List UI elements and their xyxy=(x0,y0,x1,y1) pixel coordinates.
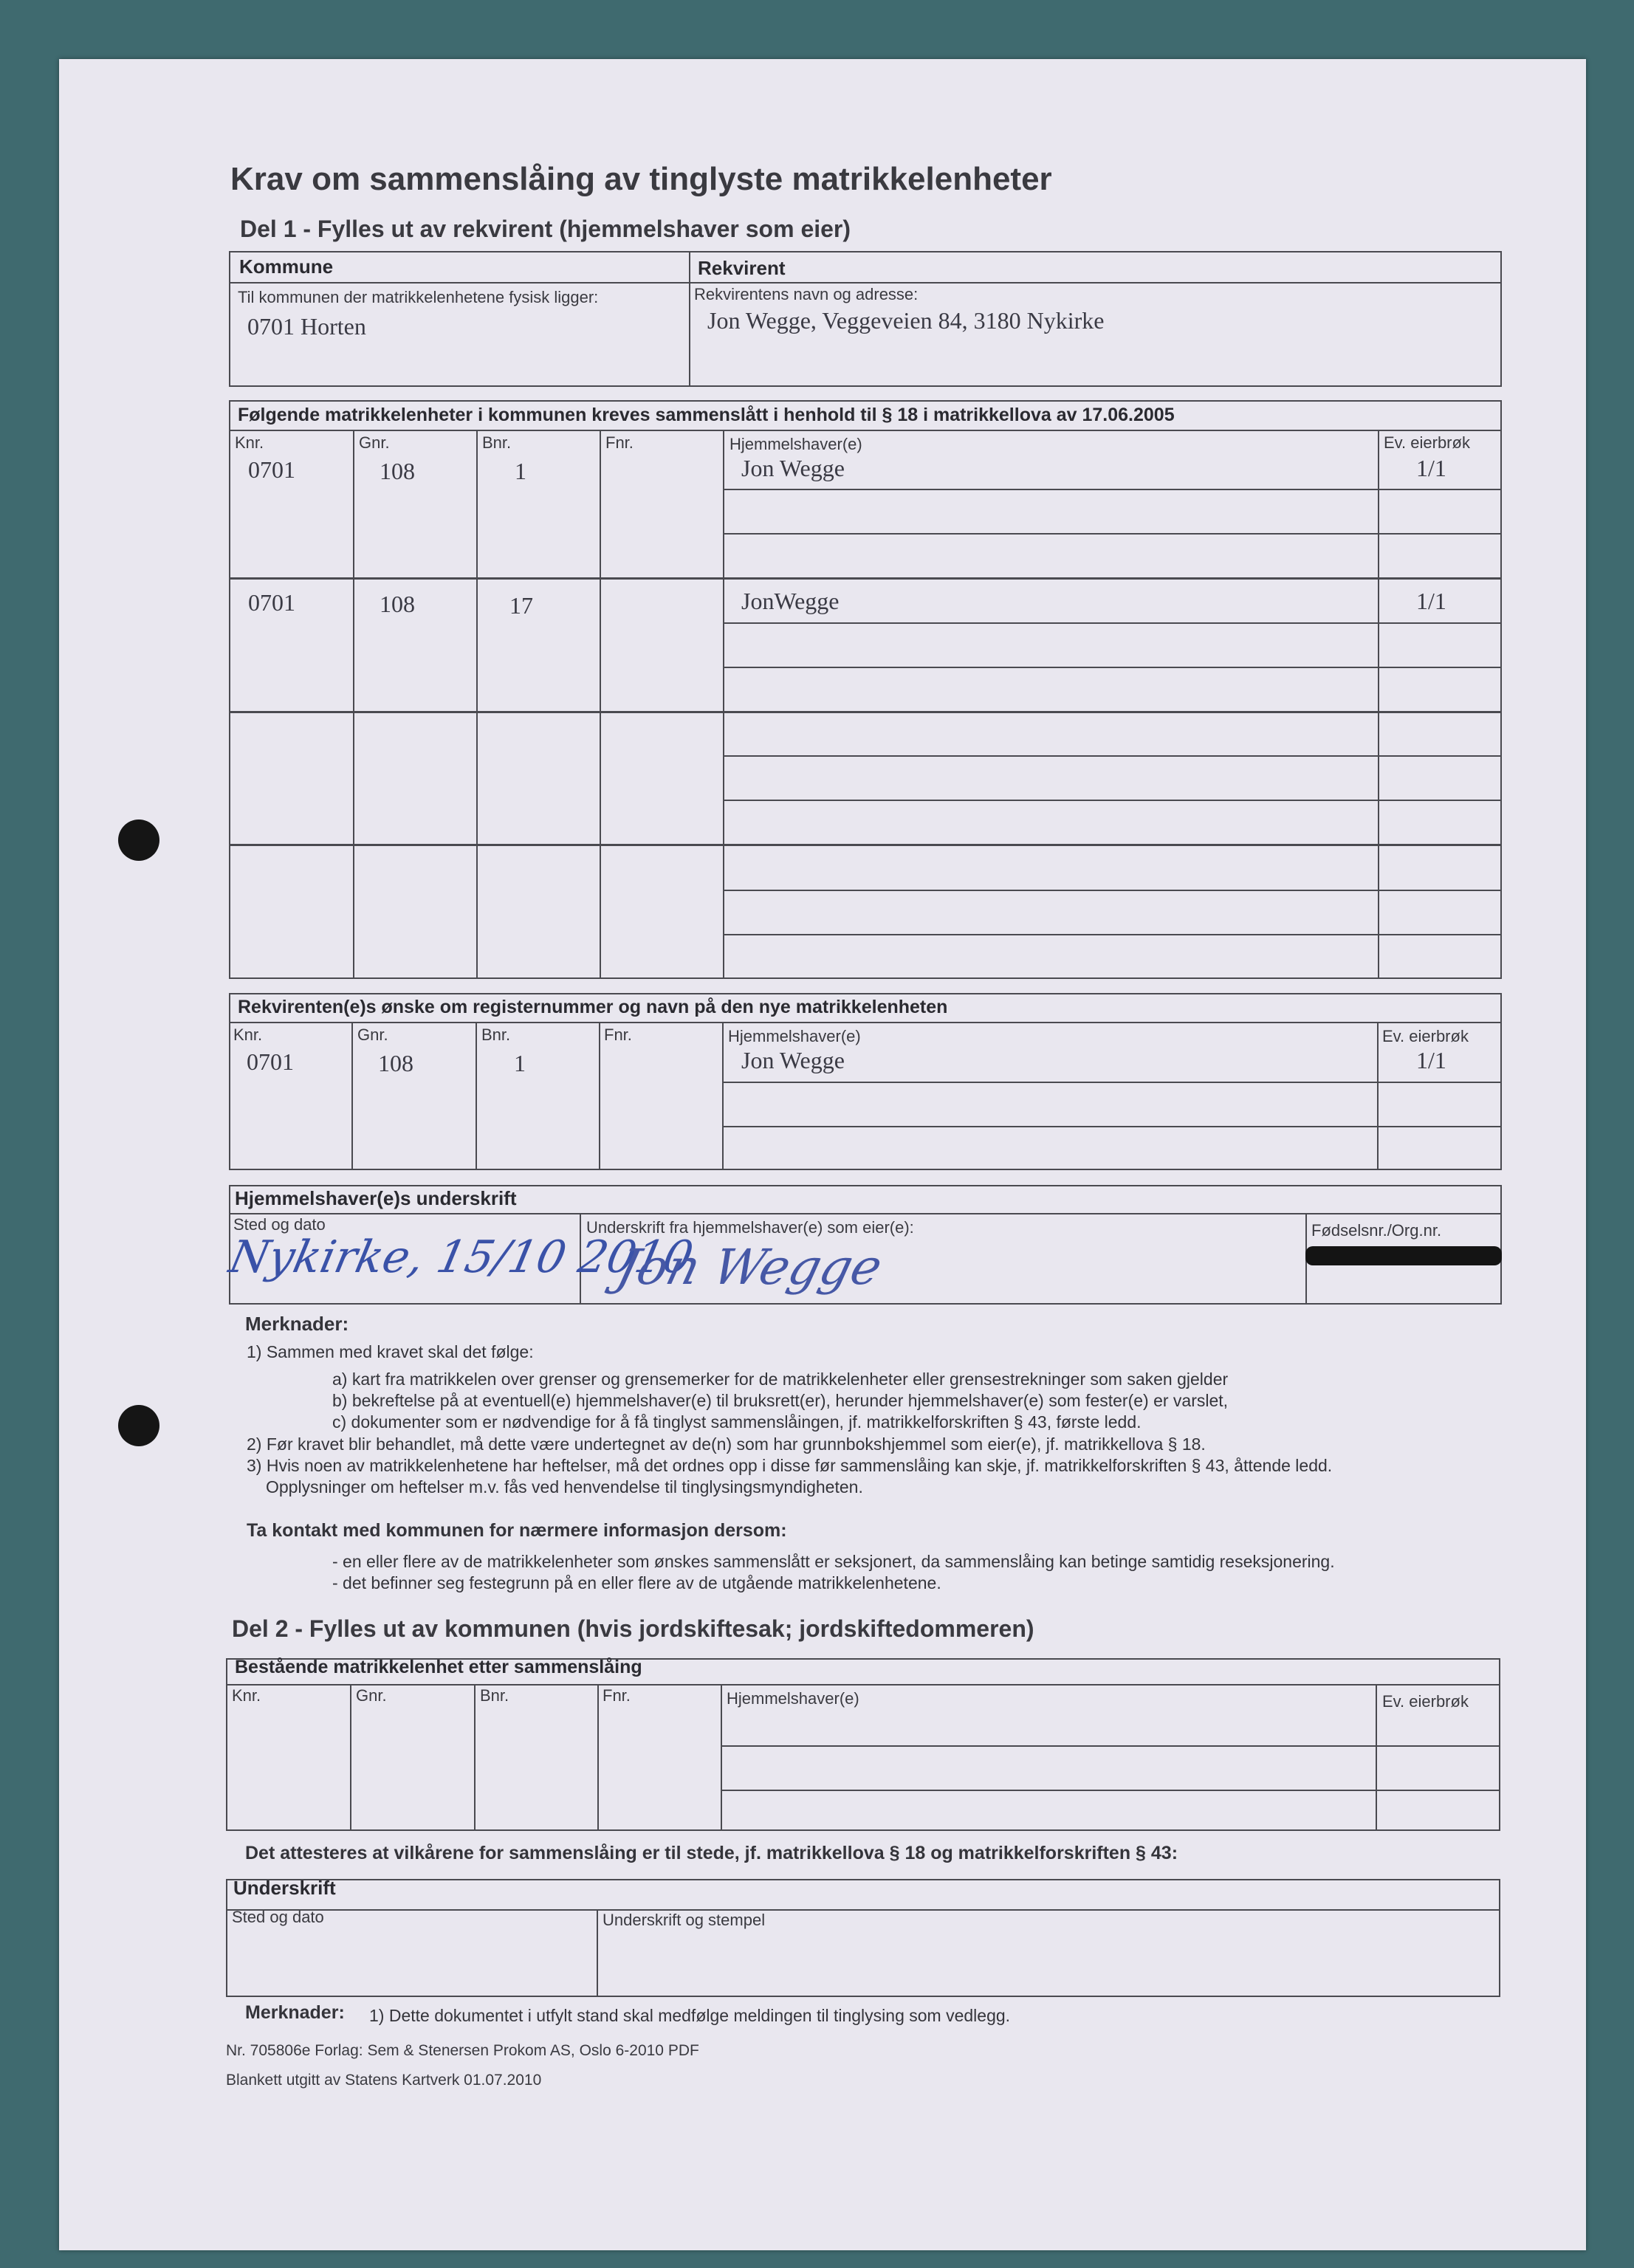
units-table xyxy=(229,400,1502,979)
sted-dato-label: Sted og dato xyxy=(233,1215,326,1234)
rekvirent-value: Jon Wegge, Veggeveien 84, 3180 Nykirke xyxy=(707,307,1105,334)
footer-line-2: Blankett utgitt av Statens Kartverk 01.07.2010 xyxy=(226,2072,542,2089)
punch-hole-top xyxy=(118,819,159,861)
new-unit-eierbrok: 1/1 xyxy=(1416,1047,1446,1073)
merknader-title: Merknader: xyxy=(245,1313,349,1335)
kommune-header: Kommune xyxy=(239,255,334,278)
rekvirent-header: Rekvirent xyxy=(698,257,786,279)
footer-line-1: Nr. 705806e Forlag: Sem & Stenersen Prokom AS, Oslo 6-2010 PDF xyxy=(226,2042,699,2059)
del2-merk-title: Merknader: xyxy=(245,2002,345,2023)
rekvirent-label: Rekvirentens navn og adresse: xyxy=(694,285,919,303)
table-row-1-hjemmel: Jon Wegge xyxy=(741,455,845,481)
table-row-2-knr: 0701 xyxy=(248,589,295,616)
table-row-2-gnr: 108 xyxy=(380,591,415,617)
merknad-2: 2) Før kravet blir behandlet, må dette være undertegnet av de(n) som har grunnbokshjemmel som eier(e), jf. matrikkellova § 18. xyxy=(247,1434,1206,1454)
merknad-1b: b) bekreftelse på at eventuell(e) hjemmelshaver(e) til bruksrett(er), herunder hjemmelshaver(e) som fester(e) er varslet, xyxy=(332,1391,1229,1410)
new-unit-bnr: 1 xyxy=(514,1050,526,1076)
fodselsnr-label: Fødselsnr./Org.nr. xyxy=(1311,1221,1442,1240)
table-row-2-eierbrok: 1/1 xyxy=(1416,588,1446,614)
kommune-value: 0701 Horten xyxy=(247,313,366,340)
redacted-mark xyxy=(1305,1246,1502,1265)
contact-title: Ta kontakt med kommunen for nærmere informasjon dersom: xyxy=(247,1520,787,1541)
signature-header: Hjemmelshaver(e)s underskrift xyxy=(235,1187,517,1209)
units-col-knr: Knr. xyxy=(235,433,264,452)
table-row-1-gnr: 108 xyxy=(380,458,415,484)
new-unit-col-fnr: Fnr. xyxy=(604,1025,632,1044)
attest-text: Det attesteres at vilkårene for sammenslåing er til stede, jf. matrikkellova § 18 og matrikkelforskriften § 43: xyxy=(245,1843,1178,1863)
new-unit-col-hjemmel: Hjemmelshaver(e) xyxy=(728,1027,861,1045)
table-row-1-eierbrok: 1/1 xyxy=(1416,455,1446,481)
new-unit-col-eierbrok: Ev. eierbrøk xyxy=(1382,1027,1469,1045)
merknad-3: 3) Hvis noen av matrikkelenhetene har heftelser, må det ordnes opp i disse før sammenslåing kan skje, jf. matrikkelforskriften § 43, åttende ledd. xyxy=(247,1456,1333,1475)
del2-col-gnr: Gnr. xyxy=(356,1686,387,1705)
units-header: Følgende matrikkelenheter i kommunen kreves sammenslått i henhold til § 18 i matrikkellova av 17.06.2005 xyxy=(238,405,1175,425)
merknad-3b: Opplysninger om heftelser m.v. fås ved henvendelse til tinglysingsmyndigheten. xyxy=(266,1477,863,1496)
punch-hole-bottom xyxy=(118,1405,159,1446)
table-row-1-knr: 0701 xyxy=(248,456,295,483)
del2-merk-text: 1) Dette dokumentet i utfylt stand skal medfølge meldingen til tinglysing som vedlegg. xyxy=(369,2006,1011,2025)
units-col-fnr: Fnr. xyxy=(605,433,634,452)
merknad-1a: a) kart fra matrikkelen over grenser og grensemerker for de matrikkelenheter eller grensestrekninger som saken gjelder xyxy=(332,1370,1229,1389)
new-unit-header: Rekvirenten(e)s ønske om registernummer og navn på den nye matrikkelenheten xyxy=(238,997,948,1017)
new-unit-col-knr: Knr. xyxy=(233,1025,263,1044)
del2-col-fnr: Fnr. xyxy=(603,1686,631,1705)
sted-dato-handwriting: Nykirke, 15/10 2010 xyxy=(224,1231,698,1283)
table-row-1-bnr: 1 xyxy=(515,458,526,484)
del2-col-hjemmel: Hjemmelshaver(e) xyxy=(727,1689,859,1708)
merknad-1c: c) dokumenter som er nødvendige for å få tinglyst sammenslåingen, jf. matrikkelforskriften § 43, første ledd. xyxy=(332,1412,1142,1432)
new-unit-gnr: 108 xyxy=(378,1050,413,1076)
table-row-2-bnr: 17 xyxy=(509,592,533,619)
del2-signature-box xyxy=(226,1879,1500,1997)
kommune-label: Til kommunen der matrikkelenhetene fysisk ligger: xyxy=(238,288,599,306)
new-unit-knr: 0701 xyxy=(247,1048,294,1075)
del2-stempel-label: Underskrift og stempel xyxy=(603,1911,766,1929)
del2-col-eierbrok: Ev. eierbrøk xyxy=(1382,1692,1469,1711)
units-col-gnr: Gnr. xyxy=(359,433,390,452)
units-col-bnr: Bnr. xyxy=(482,433,512,452)
units-col-hjemmel: Hjemmelshaver(e) xyxy=(730,435,862,453)
new-unit-col-gnr: Gnr. xyxy=(357,1025,388,1044)
del2-heading: Del 2 - Fylles ut av kommunen (hvis jordskiftesak; jordskiftedommeren) xyxy=(232,1615,1034,1642)
del2-col-knr: Knr. xyxy=(232,1686,261,1705)
new-unit-hjemmel: Jon Wegge xyxy=(741,1047,845,1073)
merknad-1: 1) Sammen med kravet skal det følge: xyxy=(247,1342,534,1361)
units-col-eierbrok: Ev. eierbrøk xyxy=(1384,433,1470,452)
del2-sted-label: Sted og dato xyxy=(232,1908,324,1926)
signature-handwriting: Jon Wegge xyxy=(611,1239,888,1296)
contact-line-2: - det befinner seg festegrunn på en eller flere av de utgående matrikkelenhetene. xyxy=(332,1573,941,1592)
del2-col-bnr: Bnr. xyxy=(480,1686,509,1705)
del1-heading: Del 1 - Fylles ut av rekvirent (hjemmelshaver som eier) xyxy=(240,216,851,242)
underskrift-label: Underskrift fra hjemmelshaver(e) som eier(e): xyxy=(586,1218,914,1237)
del2-table-header: Bestående matrikkelenhet etter sammenslåing xyxy=(235,1657,642,1677)
table-row-2-hjemmel: JonWegge xyxy=(741,588,840,614)
contact-line-1: - en eller flere av de matrikkelenheter som ønskes sammenslått er seksjonert, da sammenslåing kan betinge samtidig reseksjonering. xyxy=(332,1552,1335,1571)
new-unit-col-bnr: Bnr. xyxy=(481,1025,511,1044)
del2-sign-header: Underskrift xyxy=(233,1877,336,1899)
page-title: Krav om sammenslåing av tinglyste matrikkelenheter xyxy=(230,161,1052,197)
